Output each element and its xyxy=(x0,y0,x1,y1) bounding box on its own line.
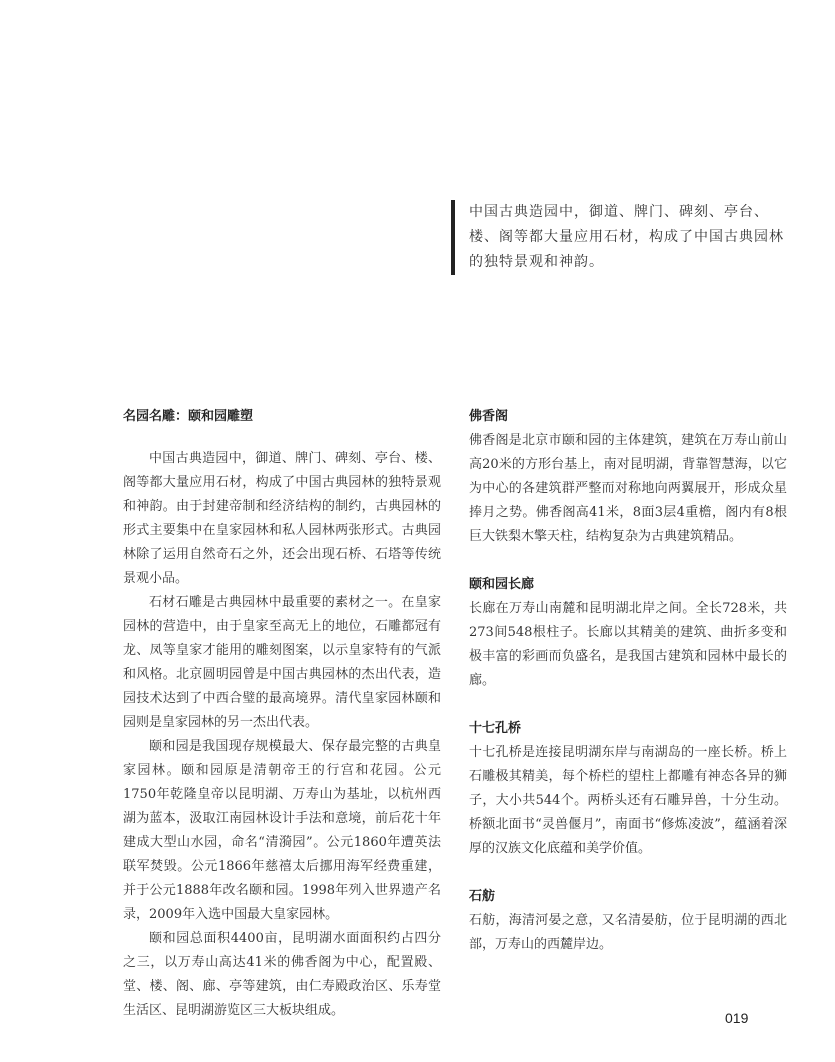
section-text: 长廊在万寿山南麓和昆明湖北岸之间。全长728米，共273间548根柱子。长廊以其精美的建筑、曲折多变和极丰富的彩画而负盛名，是我国古建筑和园林中最长的廊。 xyxy=(469,601,787,688)
article-title: 名园名雕：颐和园雕塑 xyxy=(123,409,254,424)
section-title: 颐和园长廊 xyxy=(469,577,535,592)
section-marble-boat xyxy=(469,885,787,957)
body-paragraph: 颐和园是我国现存规模最大、保存最完整的古典皇家园林。颐和园原是清朝帝王的行宫和花园。公元1750年乾隆皇帝以昆明湖、万寿山为基址，以杭州西湖为蓝本，汲取江南园林设计手法和意境，前后花十年建成大型山水园，命名“清漪园”。公元1860年遭英法联军焚毁。公元1866年慈禧太后挪用海军经费重建，并于公元1888年改名颐和园。1998年列入世界遗产名录，2009年入选中国最大皇家园林。 xyxy=(123,739,441,922)
section-title: 石舫 xyxy=(469,889,496,904)
section-foxiangge xyxy=(469,405,787,549)
body-paragraph: 石材石雕是古典园林中最重要的素材之一。在皇家园林的营造中，由于皇家至高无上的地位，石雕都冠有龙、凤等皇家才能用的雕刻图案，以示皇家特有的气派和风格。北京圆明园曾是中国古典园林的杰出代表，造园技术达到了中西合璧的最高境界。清代皇家园林颐和园则是皇家园林的另一杰出代表。 xyxy=(123,595,441,730)
section-text: 十七孔桥是连接昆明湖东岸与南湖岛的一座长桥。桥上石雕极其精美，每个桥栏的望柱上都雕有神态各异的狮子，大小共544个。两桥头还有石雕异兽，十分生动。桥额北面书“灵兽偃月”，南面书“修炼凌波”，蕴涵着深厚的汉族文化底蕴和美学价值。 xyxy=(469,745,787,856)
pull-quote xyxy=(451,200,789,275)
section-text: 石舫，海清河晏之意，又名清晏舫，位于昆明湖的西北部，万寿山的西麓岸边。 xyxy=(469,913,787,952)
section-seventeen-arch-bridge xyxy=(469,717,787,861)
right-column xyxy=(469,405,787,957)
section-title: 十七孔桥 xyxy=(469,721,522,736)
left-column xyxy=(123,405,441,1023)
section-long-corridor xyxy=(469,573,787,693)
section-title: 佛香阁 xyxy=(469,409,509,424)
pull-quote-text: 中国古典造园中，御道、牌门、碑刻、亭台、楼、阁等都大量应用石材，构成了中国古典园林的独特景观和神韵。 xyxy=(469,204,784,270)
body-paragraph: 中国古典造园中，御道、牌门、碑刻、亭台、楼、阁等都大量应用石材，构成了中国古典园林的独特景观和神韵。由于封建帝制和经济结构的制约，古典园林的形式主要集中在皇家园林和私人园林两张形式。古典园林除了运用自然奇石之外，还会出现石桥、石塔等传统景观小品。 xyxy=(123,451,441,586)
body-paragraph: 颐和园总面积4400亩，昆明湖水面面积约占四分之三，以万寿山高达41米的佛香阁为中心，配置殿、堂、楼、阁、廊、亭等建筑，由仁寿殿政治区、乐寿堂生活区、昆明湖游览区三大板块组成。 xyxy=(123,931,441,1018)
page-number: 019 xyxy=(725,1010,749,1026)
section-text: 佛香阁是北京市颐和园的主体建筑，建筑在万寿山前山高20米的方形台基上，南对昆明湖，背靠智慧海，以它为中心的各建筑群严整而对称地向两翼展开，形成众星捧月之势。佛香阁高41米，8面3层4重檐，阁内有8根巨大铁梨木擎天柱，结构复杂为古典建筑精品。 xyxy=(469,433,787,544)
